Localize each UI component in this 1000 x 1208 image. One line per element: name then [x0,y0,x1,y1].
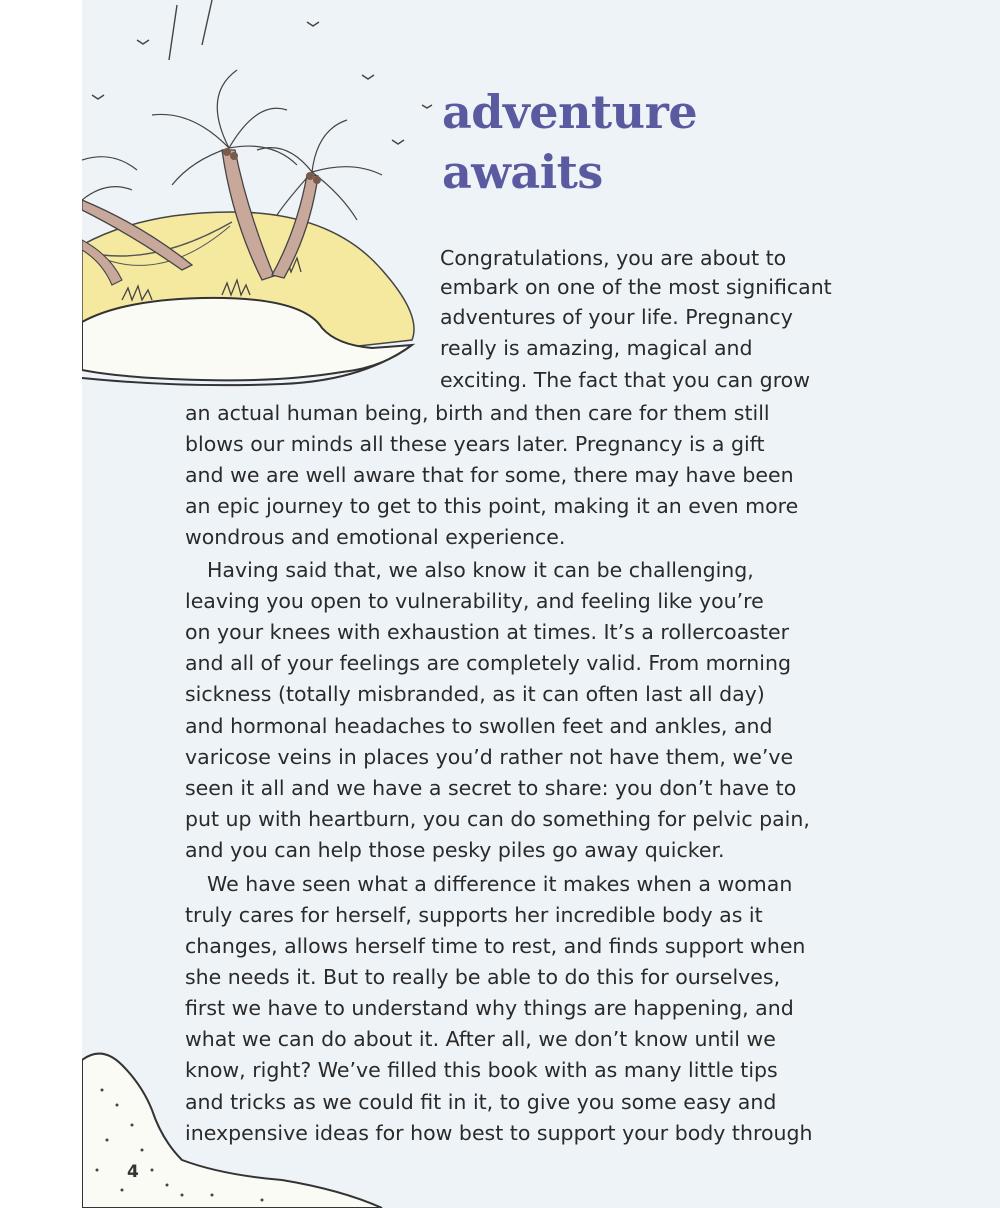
text-line: and hormonal headaches to swollen feet and ankles, and [185,714,773,738]
text-line: she needs it. But to really be able to do this for ourselves, [185,965,781,989]
text-line: wondrous and emotional experience. [185,525,566,549]
text-line: Having said that, we also know it can be challenging, [207,558,754,582]
text-line: and tricks as we could fit in it, to give you some easy and [185,1090,777,1114]
text-line: and we are well aware that for some, there may have been [185,463,794,487]
book-page [82,0,1000,1208]
text-line: seen it all and we have a secret to share: you don’t have to [185,776,797,800]
text-line: and you can help those pesky piles go away quicker. [185,838,725,862]
text-line: changes, allows herself time to rest, and finds support when [185,934,806,958]
text-line: an actual human being, birth and then care for them still [185,401,770,425]
text-line: leaving you open to vulnerability, and feeling like you’re [185,589,764,613]
page-number: 4 [127,1162,139,1182]
text-line: put up with heartburn, you can do something for pelvic pain, [185,807,810,831]
text-line: truly cares for herself, supports her incredible body as it [185,903,763,927]
text-line: and all of your feelings are completely valid. From morning [185,651,791,675]
text-line: varicose veins in places you’d rather not have them, we’ve [185,745,794,769]
text-line: first we have to understand why things are happening, and [185,996,794,1020]
heading-line-2: awaits [442,145,603,199]
text-line: sickness (totally misbranded, as it can often last all day) [185,682,765,706]
chapter-heading [442,82,697,202]
text-line: We have seen what a difference it makes when a woman [207,872,793,896]
text-line: blows our minds all these years later. Pregnancy is a gift [185,432,765,456]
text-line: what we can do about it. After all, we don’t know until we [185,1027,776,1051]
text-line: Congratulations, you are about to [440,246,787,270]
text-line: an epic journey to get to this point, making it an even more [185,494,799,518]
text-line: really is amazing, magical and [440,336,753,360]
text-line: know, right? We’ve filled this book with as many little tips [185,1058,778,1082]
palm-island-icon [82,0,432,385]
text-line: inexpensive ideas for how best to support your body through [185,1121,813,1145]
text-line: adventures of your life. Pregnancy [440,305,793,329]
heading-line-1: adventure [442,85,698,139]
text-line: exciting. The fact that you can grow [440,368,810,392]
text-line: embark on one of the most significant [440,275,832,299]
text-line: on your knees with exhaustion at times. It’s a rollercoaster [185,620,790,644]
